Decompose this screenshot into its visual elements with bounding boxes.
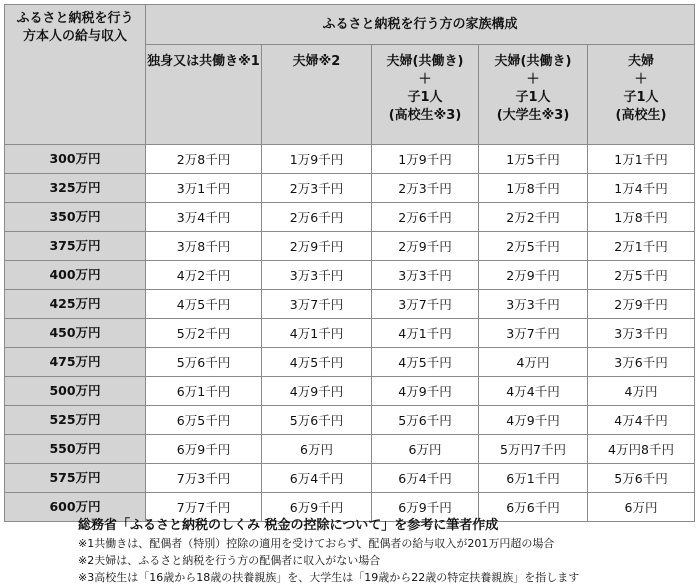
- limit-cell: 7万3千円: [146, 464, 262, 493]
- table-row: [5, 319, 695, 348]
- table-row: [5, 261, 695, 290]
- limit-cell: 5万6千円: [262, 406, 372, 435]
- limit-cell: 5万6千円: [372, 406, 479, 435]
- limit-cell: 2万9千円: [372, 232, 479, 261]
- limit-cell: 3万7千円: [262, 290, 372, 319]
- limit-cell: 1万4千円: [588, 174, 695, 203]
- limit-cell: 2万6千円: [372, 203, 479, 232]
- income-cell: 325万円: [5, 174, 146, 203]
- limit-cell: 1万1千円: [588, 145, 695, 174]
- limit-cell: 6万9千円: [372, 493, 479, 522]
- limit-cell: 4万円: [479, 348, 588, 377]
- table-row: [5, 464, 695, 493]
- income-cell: 575万円: [5, 464, 146, 493]
- limit-cell: 1万5千円: [479, 145, 588, 174]
- limit-cell: 4万1千円: [262, 319, 372, 348]
- limit-cell: 3万4千円: [146, 203, 262, 232]
- table-row: [5, 406, 695, 435]
- table-row: [5, 174, 695, 203]
- limit-cell: 5万円7千円: [479, 435, 588, 464]
- limit-cell: 3万7千円: [372, 290, 479, 319]
- limit-cell: 4万9千円: [479, 406, 588, 435]
- table-row: [5, 290, 695, 319]
- limit-cell: 4万9千円: [262, 377, 372, 406]
- limit-cell: 4万4千円: [479, 377, 588, 406]
- limit-cell: 6万5千円: [146, 406, 262, 435]
- limit-cell: 1万9千円: [262, 145, 372, 174]
- limit-cell: 5万6千円: [588, 464, 695, 493]
- limit-cell: 3万3千円: [262, 261, 372, 290]
- limit-cell: 4万円8千円: [588, 435, 695, 464]
- limit-cell: 2万3千円: [372, 174, 479, 203]
- income-cell: 375万円: [5, 232, 146, 261]
- table-row: [5, 435, 695, 464]
- limit-cell: 6万1千円: [479, 464, 588, 493]
- limit-cell: 4万円: [588, 377, 695, 406]
- limit-cell: 2万8千円: [146, 145, 262, 174]
- limit-cell: 4万1千円: [372, 319, 479, 348]
- income-cell: 525万円: [5, 406, 146, 435]
- income-cell: 350万円: [5, 203, 146, 232]
- column-header: 夫婦(共働き) ＋ 子1人 (高校生※3): [372, 45, 479, 145]
- limit-cell: 2万6千円: [262, 203, 372, 232]
- limit-cell: 1万8千円: [479, 174, 588, 203]
- limit-cell: 3万1千円: [146, 174, 262, 203]
- limit-cell: 4万5千円: [262, 348, 372, 377]
- limit-cell: 5万6千円: [146, 348, 262, 377]
- limit-cell: 6万6千円: [479, 493, 588, 522]
- income-cell: 400万円: [5, 261, 146, 290]
- income-cell: 600万円: [5, 493, 146, 522]
- limit-cell: 2万1千円: [588, 232, 695, 261]
- limit-cell: 6万9千円: [146, 435, 262, 464]
- limit-cell: 3万3千円: [479, 290, 588, 319]
- limit-cell: 4万5千円: [146, 290, 262, 319]
- donation-limit-table: [4, 4, 695, 522]
- limit-cell: 2万9千円: [588, 290, 695, 319]
- family-structure-header: ふるさと納税を行う方の家族構成: [146, 5, 695, 45]
- limit-cell: 3万3千円: [588, 319, 695, 348]
- limit-cell: 5万2千円: [146, 319, 262, 348]
- limit-cell: 2万5千円: [588, 261, 695, 290]
- table-row: [5, 377, 695, 406]
- limit-cell: 3万8千円: [146, 232, 262, 261]
- column-header: 夫婦(共働き) ＋ 子1人 (大学生※3): [479, 45, 588, 145]
- table-row: [5, 348, 695, 377]
- limit-cell: 1万8千円: [588, 203, 695, 232]
- note-3: ※3高校生は「16歳から18歳の扶養親族」を、大学生は「19歳から22歳の特定扶養親族」を指します: [78, 571, 580, 584]
- notes-section: [78, 517, 693, 586]
- table-row: [5, 232, 695, 261]
- limit-cell: 3万3千円: [372, 261, 479, 290]
- limit-cell: 6万1千円: [146, 377, 262, 406]
- note-2: ※2夫婦は、ふるさと納税を行う方の配偶者に収入がない場合: [78, 554, 381, 567]
- column-header: 夫婦※2: [262, 45, 372, 145]
- income-cell: 500万円: [5, 377, 146, 406]
- limit-cell: 6万9千円: [262, 493, 372, 522]
- limit-cell: 3万6千円: [588, 348, 695, 377]
- limit-cell: 4万5千円: [372, 348, 479, 377]
- table-row: [5, 203, 695, 232]
- limit-cell: 2万2千円: [479, 203, 588, 232]
- income-column-header: ふるさと納税を行う 方本人の給与収入: [5, 5, 146, 145]
- limit-cell: 2万9千円: [262, 232, 372, 261]
- limit-cell: 2万3千円: [262, 174, 372, 203]
- limit-cell: 3万7千円: [479, 319, 588, 348]
- limit-cell: 2万5千円: [479, 232, 588, 261]
- limit-cell: 6万円: [262, 435, 372, 464]
- column-header: 夫婦 ＋ 子1人 (高校生): [588, 45, 695, 145]
- limit-cell: 6万円: [588, 493, 695, 522]
- income-cell: 550万円: [5, 435, 146, 464]
- limit-cell: 2万9千円: [479, 261, 588, 290]
- limit-cell: 6万4千円: [372, 464, 479, 493]
- column-header: 独身又は共働き※1: [146, 45, 262, 145]
- income-cell: 450万円: [5, 319, 146, 348]
- limit-cell: 4万2千円: [146, 261, 262, 290]
- income-cell: 475万円: [5, 348, 146, 377]
- income-cell: 425万円: [5, 290, 146, 319]
- note-1: ※1共働きは、配偶者（特別）控除の適用を受けておらず、配偶者の給与収入が201万円超の場合: [78, 537, 555, 550]
- limit-cell: 4万4千円: [588, 406, 695, 435]
- limit-cell: 7万7千円: [146, 493, 262, 522]
- income-cell: 300万円: [5, 145, 146, 174]
- limit-cell: 1万9千円: [372, 145, 479, 174]
- limit-cell: 6万4千円: [262, 464, 372, 493]
- table-row: [5, 145, 695, 174]
- limit-cell: 6万円: [372, 435, 479, 464]
- limit-cell: 4万9千円: [372, 377, 479, 406]
- source-caption: 総務省「ふるさと納税のしくみ 税金の控除について」を参考に筆者作成: [78, 518, 499, 533]
